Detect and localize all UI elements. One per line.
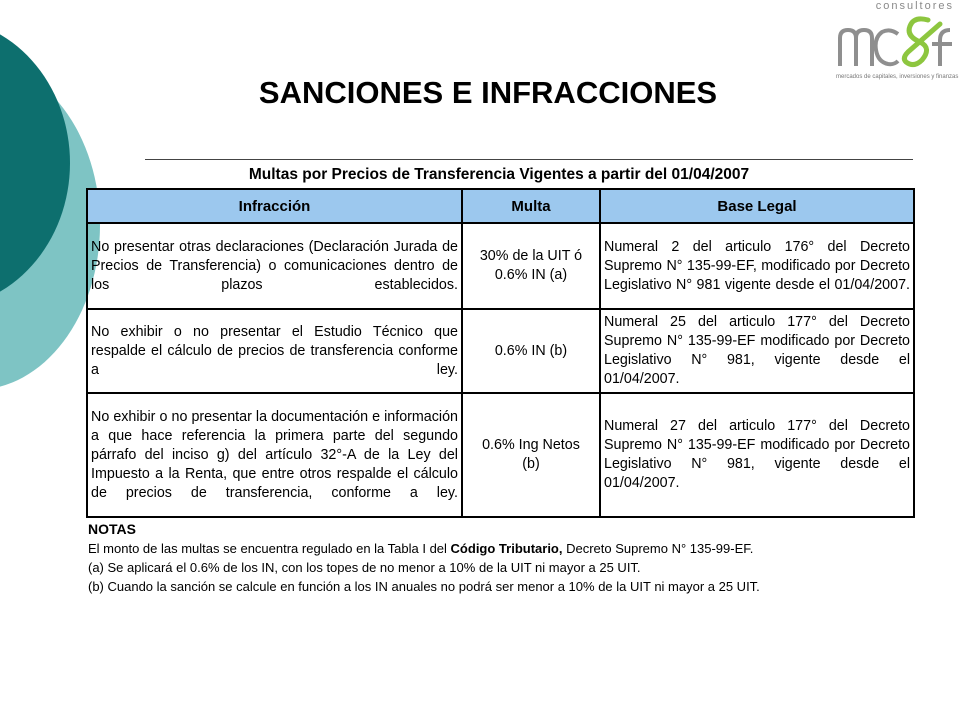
note-a: (a) Se aplicará el 0.6% de los IN, con los topes de no menor a 10% de la UIT ni mayor a 25 UIT. — [88, 560, 641, 575]
note-b: (b) Cuando la sanción se calcule en función a los IN anuales no podrá ser menor a 10% de la UIT ni mayor a 25 UIT. — [88, 579, 760, 594]
logo-mark-icon — [836, 14, 960, 74]
header-infraccion: Infracción — [87, 189, 462, 223]
logo-subtitle: mercados de capitales, inversiones y finanzas — [836, 74, 959, 80]
cell-base-legal: Numeral 27 del articulo 177° del Decreto Supremo N° 135-99-EF modificado por Decreto Legislativo N° 981, vigente desde el 01/04/2007. — [600, 393, 914, 517]
multa-line: 0.6% IN (a) — [494, 267, 568, 283]
title-divider — [145, 159, 913, 160]
cell-infraccion: No exhibir o no presentar la documentación e información a que hace referencia la primera parte del segundo párrafo del inciso g) del artículo 32°-A de la Ley del Impuesto a la Renta, que entre otros respalde el cálculo de precios de transferencia, conforme a ley. — [87, 393, 462, 517]
multa-line: 0.6% Ing Netos — [482, 437, 580, 453]
notes-section — [88, 520, 918, 596]
table-row — [87, 309, 914, 393]
table-row — [87, 223, 914, 309]
header-multa: Multa — [462, 189, 600, 223]
cell-base-legal: Numeral 2 del articulo 176° del Decreto Supremo N° 135-99-EF, modificado por Decreto Legislativo N° 981 vigente desde el 01/04/2007. — [600, 223, 914, 309]
fines-table — [86, 188, 915, 518]
cell-multa — [462, 223, 600, 309]
multa-line: 30% de la UIT ó — [479, 248, 583, 264]
notes-bold-text: Código Tributario, — [450, 541, 563, 556]
cell-base-legal: Numeral 25 del articulo 177° del Decreto Supremo N° 135-99-EF modificado por Decreto Legislativo N° 981, vigente desde el 01/04/2007. — [600, 309, 914, 393]
notes-title: NOTAS — [88, 521, 136, 537]
notes-text: El monto de las multas se encuentra regulado en la Tabla I del — [88, 541, 451, 556]
page-title: SANCIONES E INFRACCIONES — [258, 75, 718, 110]
cell-multa — [462, 393, 600, 517]
multa-line: (b) — [522, 456, 540, 472]
table-caption: Multas por Precios de Transferencia Vigentes a partir del 01/04/2007 — [248, 166, 750, 183]
notes-text: Decreto Supremo N° 135-99-EF. — [562, 541, 754, 556]
table-row — [87, 393, 914, 517]
table-header-row — [87, 189, 914, 223]
multa-line: 0.6% IN (b) — [494, 342, 568, 359]
header-base-legal: Base Legal — [600, 189, 914, 223]
cell-infraccion: No exhibir o no presentar el Estudio Técnico que respalde el cálculo de precios de transferencia conforme a ley. — [87, 309, 462, 393]
logo-top-word: consultores — [875, 0, 954, 12]
cell-infraccion: No presentar otras declaraciones (Declaración Jurada de Precios de Transferencia) o comunicaciones dentro de los plazos establecidos. — [87, 223, 462, 309]
cell-multa — [462, 309, 600, 393]
notes-line — [88, 539, 918, 558]
